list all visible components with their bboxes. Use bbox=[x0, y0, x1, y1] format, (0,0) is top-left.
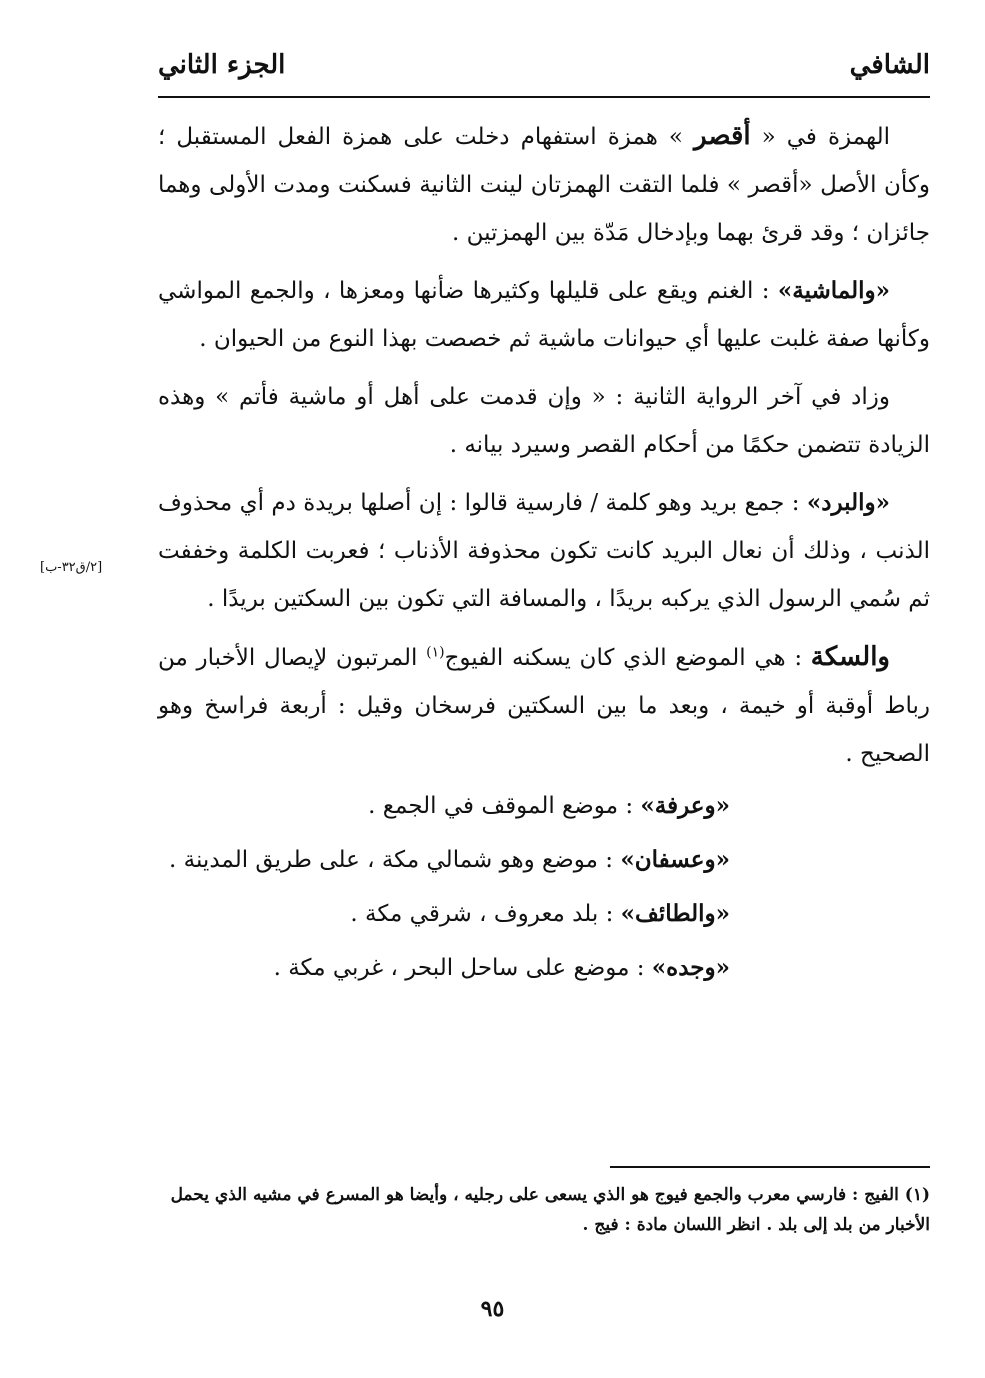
paragraph-text: : جمع بريد وهو كلمة / فارسية قالوا : إن أصلها بريدة دم أي محذوف الذنب ، وذلك أن نعال البريد كانت تكون محذوفة الأذناب ؛ فعربت الكلمة وخففت ثم سُمي الرسول الذي يركبه بريدًا ، والمسافة التي تكون بين السكتين بريدًا . bbox=[158, 490, 930, 612]
entry-text: : موضع على ساحل البحر ، غربي مكة . bbox=[273, 955, 652, 981]
paragraph-text: : هي الموضع الذي كان يسكنه الفيوج bbox=[444, 645, 811, 671]
entry-text: : موضع الموقف في الجمع . bbox=[368, 793, 641, 819]
paragraph-text: المرتبون لإيصال الأخبار من رباط أوقبة أو خيمة ، وبعد ما بين السكتين فرسخان وقيل : أربعة فراسخ وهو الصحيح . bbox=[158, 645, 930, 767]
page-number: ٩٥ bbox=[480, 1296, 505, 1322]
paragraph-text: الهمزة في « bbox=[750, 124, 890, 150]
footnote-1: (١) الفيج : فارسي معرب والجمع فيوج هو الذي يسعى على رجليه ، وأيضا هو المسرع في مشيه الذي يحمل الأخبار من بلد إلى بلد . انظر اللسان مادة : فيج . bbox=[170, 1185, 930, 1235]
part-label: الجزء الثاني bbox=[158, 50, 286, 80]
paragraph-text: : الغنم ويقع على قليلها وكثيرها ضأنها ومعزها ، والجمع المواشي وكأنها صفة غلبت عليها أي حيوانات ماشية ثم خصصت بهذا النوع من الحيوان . bbox=[158, 278, 930, 352]
defined-term: «وعسفان» bbox=[620, 846, 730, 873]
footnote-ref[interactable]: (١) bbox=[426, 644, 445, 661]
entry-usfan bbox=[158, 836, 930, 884]
paragraph-text: وزاد في آخر الرواية الثانية : « وإن قدمت على أهل أو ماشية فأتم » وهذه الزيادة تتضمن حكمًا من أحكام القصر وسيرد بيانه . bbox=[158, 384, 930, 458]
defined-term: أقصر bbox=[694, 121, 751, 151]
manuscript-folio-note: [٢/ق٣٢-ب] bbox=[40, 560, 103, 575]
paragraph-mashiya bbox=[158, 267, 930, 363]
entry-text: : بلد معروف ، شرقي مكة . bbox=[350, 901, 621, 927]
paragraph-sikka bbox=[158, 633, 930, 778]
defined-term: «وعرفة» bbox=[640, 792, 730, 819]
defined-term: «والبرد» bbox=[806, 489, 890, 516]
defined-term: والسكة bbox=[810, 642, 890, 672]
paragraph-burud bbox=[158, 479, 930, 623]
entry-text: : موضع وهو شمالي مكة ، على طريق المدينة . bbox=[169, 847, 621, 873]
paragraph-hamza bbox=[158, 112, 930, 257]
paragraph-text: » همزة استفهام دخلت على همزة الفعل المستقبل ؛ وكأن الأصل «أقصر » فلما التقت الهمزتان لينت الثانية فسكنت ومدت الأولى وهما جائزان ؛ وقد قرئ بهما وبإدخال مَدّة بين الهمزتين . bbox=[158, 124, 930, 246]
defined-term: «والماشية» bbox=[777, 277, 890, 304]
entry-taif bbox=[158, 890, 930, 938]
book-title: الشافي bbox=[849, 50, 930, 80]
footnote-divider bbox=[610, 1166, 930, 1168]
defined-term: «والطائف» bbox=[620, 900, 730, 927]
footnotes bbox=[158, 1180, 930, 1240]
entry-arafa bbox=[158, 782, 930, 830]
defined-term: «وجده» bbox=[651, 954, 730, 981]
running-header bbox=[158, 46, 930, 98]
paragraph-riwaya bbox=[158, 373, 930, 469]
main-text bbox=[158, 112, 930, 998]
entry-jeddah bbox=[158, 944, 930, 992]
